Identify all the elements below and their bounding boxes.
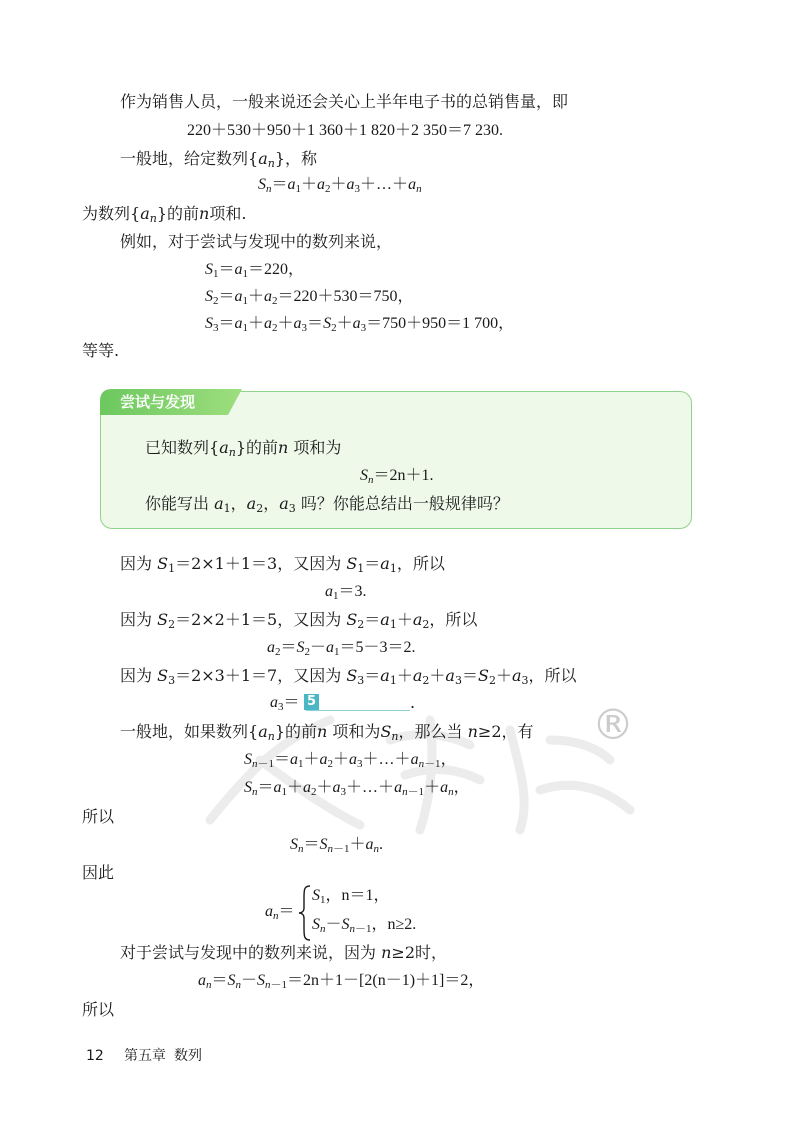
equation-total-sales: 220＋530＋950＋1 360＋1 820＋2 350＝7 230.: [187, 122, 504, 139]
box-equation: $S_n=2n+1$.: [360, 467, 434, 486]
equation-s2: $S_2=a_1+a_2=220+530=750$，: [205, 288, 414, 307]
box-line-1: 已知数列$\{a_n\}$的前n 项和为: [145, 438, 342, 459]
equation-recurrence: $S_n=S_{n-1}+a_n$.: [290, 836, 384, 855]
paragraph-etc: 等等.: [82, 341, 120, 360]
piecewise-brace: [298, 884, 312, 942]
piecewise-case-1: $S_1$，n＝1，: [312, 887, 390, 906]
paragraph-application: 对于尝试与发现中的数列来说，因为 n≥2时，: [120, 943, 448, 962]
equation-s1: $S_1=a_1=220$，: [205, 261, 305, 280]
paragraph-example: 例如，对于尝试与发现中的数列来说，: [120, 232, 393, 251]
equation-s-n-minus-1: $S_{n-1}=a_1+a_2+a_3+\dots+a_{n-1}$，: [244, 751, 457, 770]
paragraph-definition: 一般地，给定数列$\{a_n\}$，称: [120, 149, 318, 170]
reasoning-s3: 因为 $S_3=2\times 3+1=7$，又因为 $S_3=a_1+a_2+a_3=S_2+a_3$，所以: [120, 666, 577, 687]
chapter-title: 数列: [174, 1048, 202, 1064]
paragraph-so: 所以: [82, 807, 115, 826]
result-a2: $a_2=S_2-a_1=5-3=2$.: [267, 639, 416, 658]
result-a1: $a_1=3$.: [325, 583, 367, 602]
paragraph-sales-intro: 作为销售人员，一般来说还会关心上半年电子书的总销售量，即: [120, 92, 569, 111]
equation-final: $a_n=S_n-S_{n-1}=2n+1-[2(n-1)+1]=2$，: [198, 972, 485, 991]
answer-period: .: [410, 693, 416, 712]
paragraph-so-final: 所以: [82, 1000, 115, 1019]
reasoning-s2: 因为 $S_2=2\times 2+1=5$，又因为 $S_2=a_1+a_2$，所以: [120, 610, 478, 631]
page-number: 12: [86, 1048, 104, 1064]
paragraph-partial-sum-name: 为数列$\{a_n\}$的前n项和.: [82, 204, 247, 225]
box-line-3: 你能写出 $a_1$，$a_2$，$a_3$ 吗？你能总结出一般规律吗？: [145, 494, 509, 515]
piecewise-lhs: $a_n=$: [265, 903, 295, 922]
paragraph-general-case: 一般地，如果数列$\{a_n\}$的前n 项和为$S_n$，那么当 n≥2，有: [120, 722, 534, 743]
piecewise-case-2: $S_n-S_{n-1}$，n≥2.: [312, 916, 417, 935]
equation-s3: $S_3=a_1+a_2+a_3=S_2+a_3=750+950=1$ 700，: [205, 315, 515, 334]
reasoning-s1: 因为 $S_1=2\times 1+1=3$，又因为 $S_1=a_1$，所以: [120, 554, 445, 575]
equation-s-n: $S_n=a_1+a_2+a_3+\dots+a_{n-1}+a_n$，: [244, 779, 470, 798]
answer-blank-box[interactable]: 5: [304, 694, 319, 710]
chapter-label: 第五章: [124, 1048, 166, 1064]
registered-mark: ®: [592, 700, 634, 749]
box-tab-label: 尝试与发现: [120, 393, 196, 411]
result-a3-label: $a_3=$: [270, 694, 300, 713]
paragraph-therefore: 因此: [82, 863, 115, 882]
equation-partial-sum-definition: $S_n=a_1+a_2+a_3+\dots+a_n$: [258, 176, 422, 195]
